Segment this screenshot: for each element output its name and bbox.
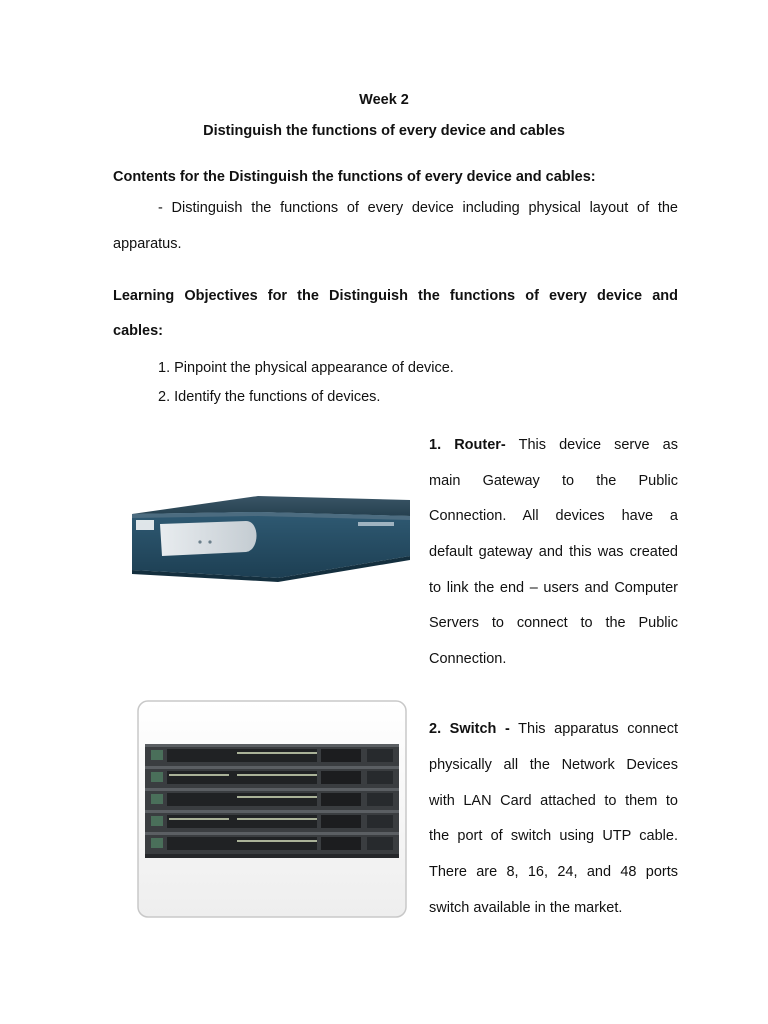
router-description-line-4: default gateway and this was created (429, 544, 678, 560)
router-description-line-2: main Gateway to the Public (429, 473, 678, 489)
router-description-line-7: Connection. (429, 651, 507, 667)
switch-description-line-2: physically all the Network Devices (429, 757, 678, 773)
switch-description-line-6: switch available in the market. (429, 900, 623, 916)
router-description-line-6: Servers to connect to the Public (429, 615, 678, 631)
contents-heading: Contents for the Distinguish the functions of every device and cables: (113, 169, 596, 185)
router-label: 1. Router- (429, 437, 506, 453)
switch-label: 2. Switch - (429, 721, 510, 737)
objective-item-1: 1. Pinpoint the physical appearance of device. (158, 360, 454, 376)
switch-description-line-1: 2. Switch - This apparatus connect (429, 721, 678, 737)
objectives-heading-line-1: Learning Objectives for the Distinguish the functions of every device and (113, 288, 678, 304)
contents-line-2: apparatus. (113, 236, 182, 252)
objectives-heading-line-2: cables: (113, 323, 163, 339)
router-image (128, 494, 412, 586)
contents-line-1: - Distinguish the functions of every device including physical layout of the (158, 200, 678, 216)
week-label: Week 2 (359, 92, 409, 108)
router-description-line-5: to link the end – users and Computer (429, 580, 678, 596)
page-title: Distinguish the functions of every device and cables (203, 123, 565, 139)
switch-stack-image (137, 700, 407, 918)
router-description-line-1: 1. Router- This device serve as (429, 437, 678, 453)
switch-description-line-3: with LAN Card attached to them to (429, 793, 678, 809)
router-description-line-3: Connection. All devices have a (429, 508, 678, 524)
objective-item-2: 2. Identify the functions of devices. (158, 389, 381, 405)
switch-description-line-4: the port of switch using UTP cable. (429, 828, 678, 844)
switch-description-line-5: There are 8, 16, 24, and 48 ports (429, 864, 678, 880)
